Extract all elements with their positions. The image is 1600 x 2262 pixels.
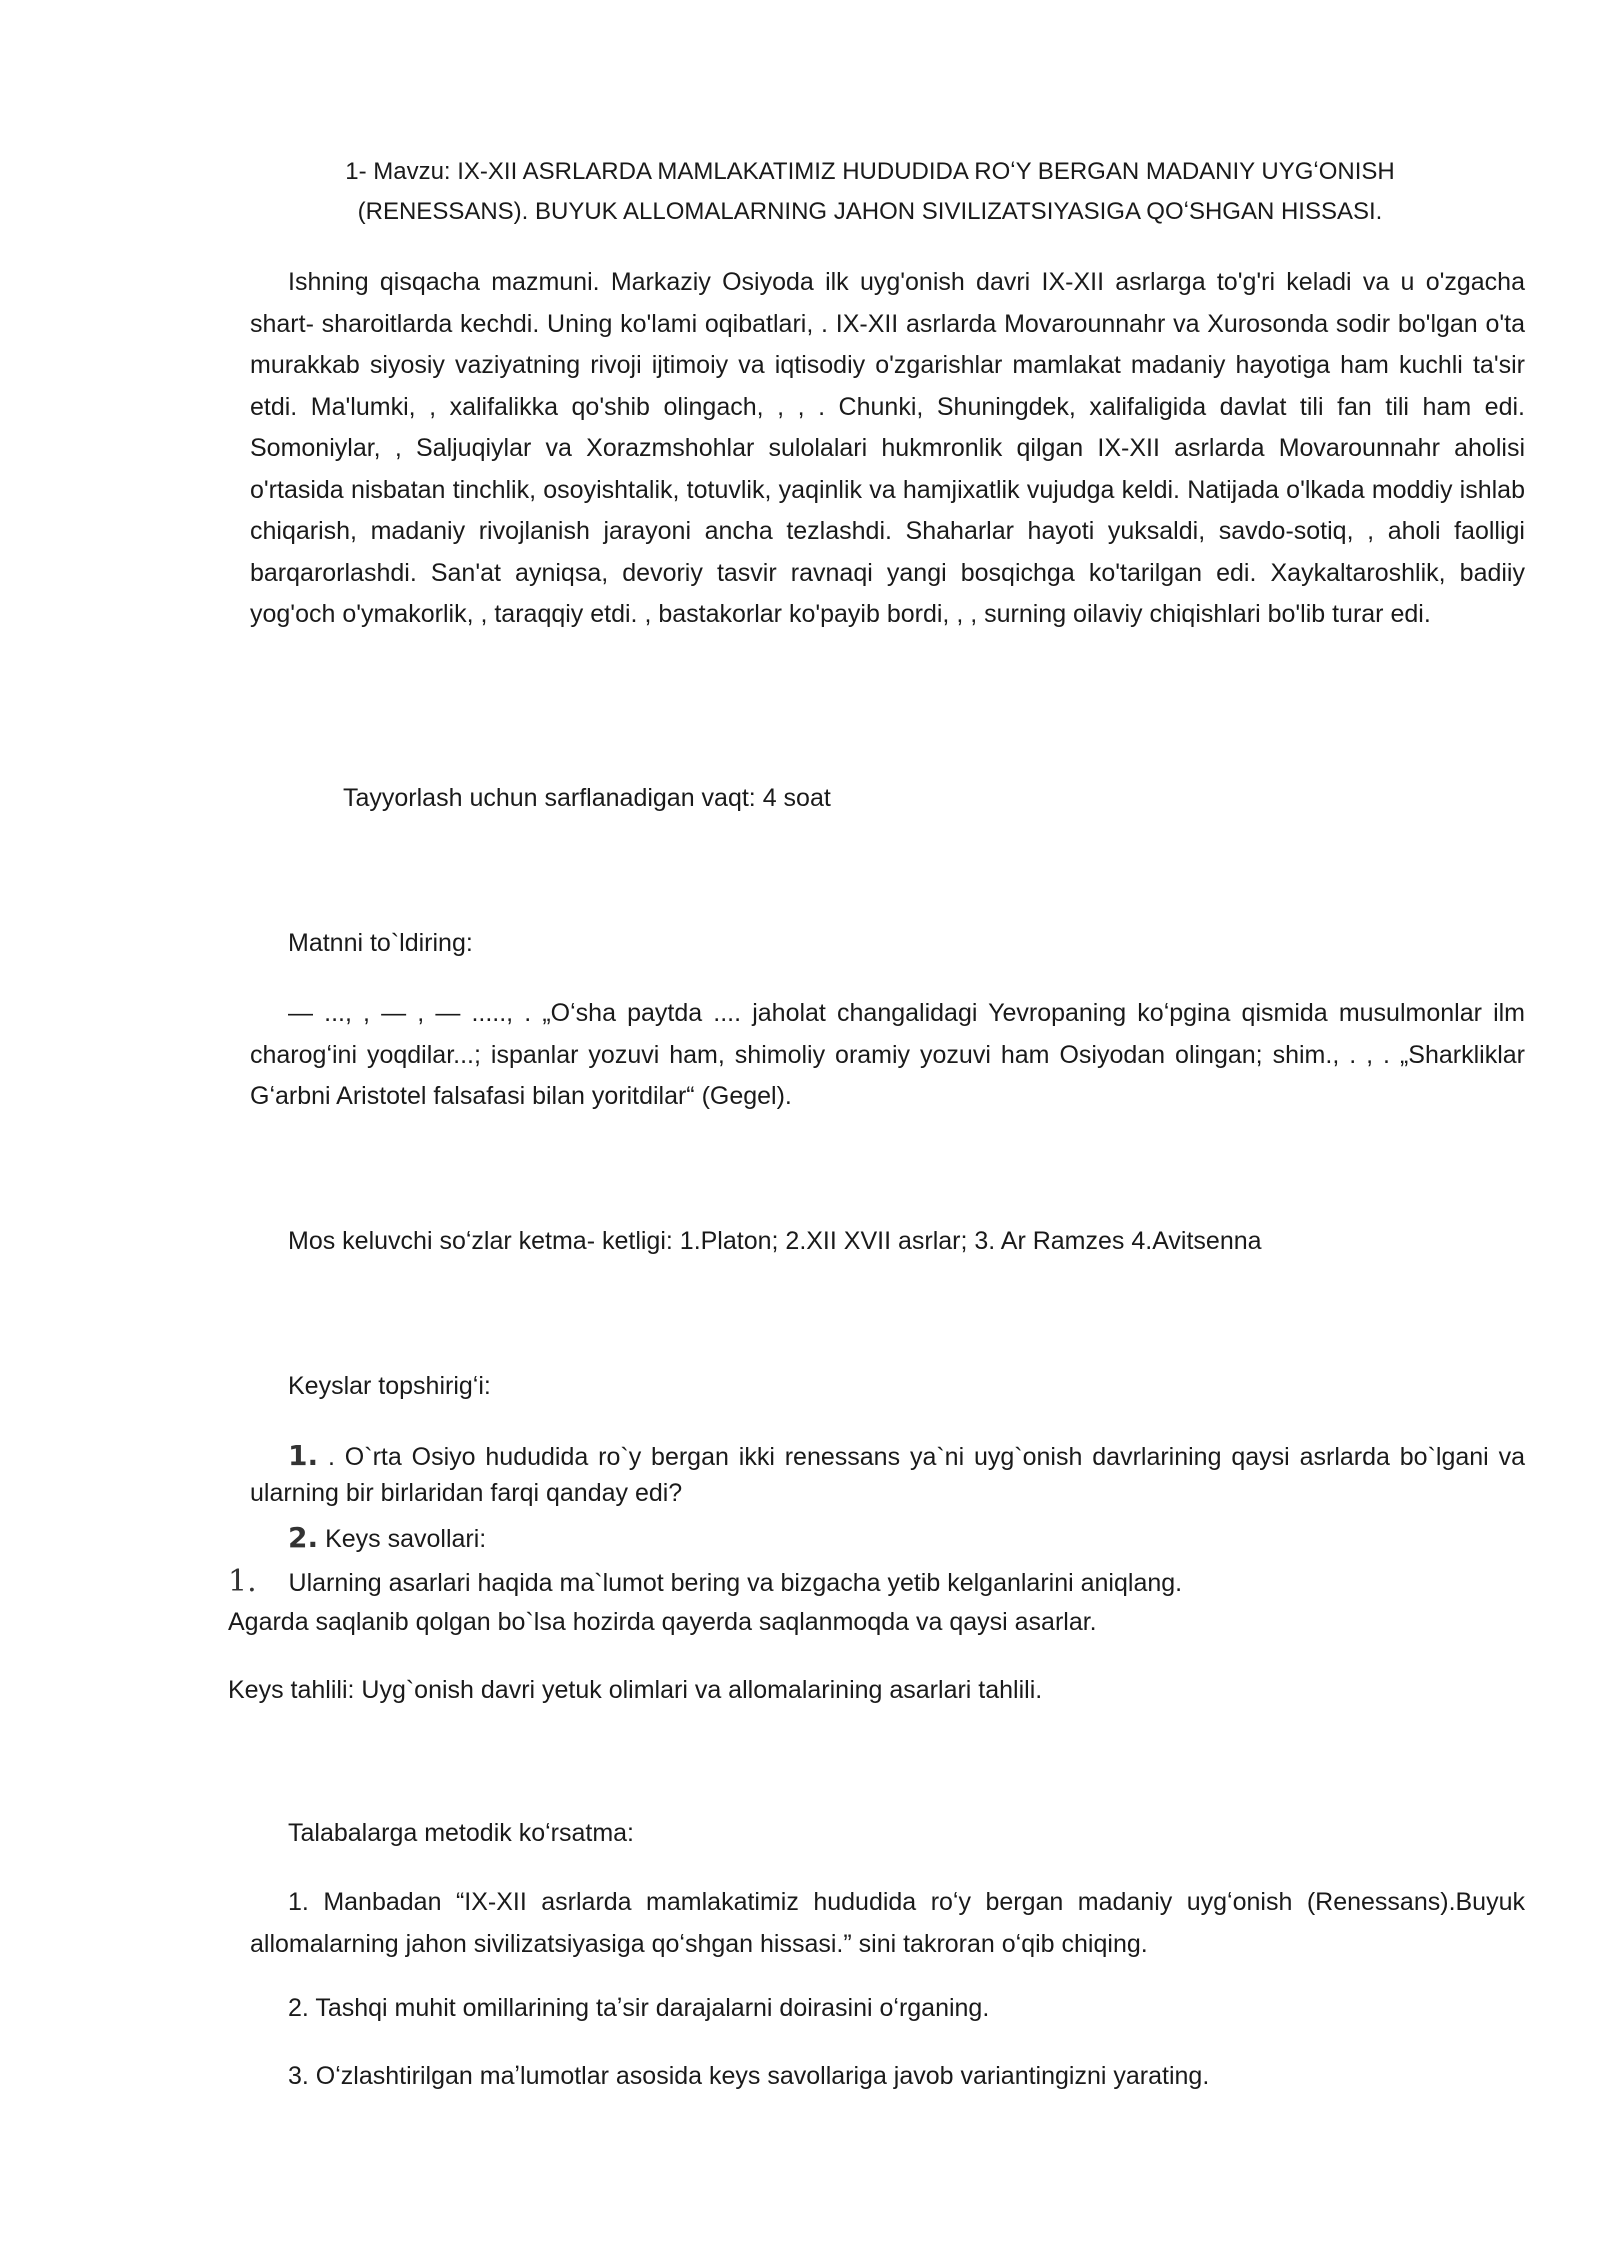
- guidance-heading: Talabalarga metodik koʻrsatma:: [288, 1819, 634, 1847]
- page-title: [250, 152, 1490, 232]
- cases-heading: Keyslar topshirigʻi:: [288, 1372, 491, 1400]
- matching-sequence: Mos keluvchi soʻzlar ketma- ketligi: 1.Platon; 2.XII XVII asrlar; 3. Ar Ramzes 4.Avitsenna: [288, 1227, 1262, 1255]
- case-item-1-text: . O`rta Osiyo hududida ro`y bergan ikki renessans ya`ni uyg`onish davrlarining qaysi asrlarda bo`lgani va ularning bir birlaridan farqi qanday edi?: [250, 1443, 1525, 1507]
- guidance-item-2: 2. Tashqi muhit omillarining taʼsir darajalarni doirasini oʻrganing.: [288, 1994, 990, 2022]
- case-item-2: [288, 1520, 486, 1557]
- prep-time: Tayyorlash uchun sarflanadigan vaqt: 4 soat: [343, 784, 831, 812]
- case-item-2-text: Keys savollari:: [325, 1525, 487, 1553]
- case-item-1-number: 1.: [288, 1439, 319, 1472]
- title-line-1: 1- Mavzu: IX-XII ASRLARDA MAMLAKATIMIZ HUDUDIDA ROʻY BERGAN MADANIY UYGʻONISH: [345, 158, 1395, 185]
- guidance-item-1: 1. Manbadan “IX-XII asrlarda mamlakatimiz hududida roʻy bergan madaniy uygʻonish (Renessans).Buyuk allomalarning jahon sivilizatsiyasiga qoʻshgan hissasi.” sini takroran oʻqib chiqing.: [250, 1888, 1525, 1958]
- case-question-1-text: Ularning asarlari haqida ma`lumot bering va bizgacha yetib kelganlarini aniqlang.: [288, 1569, 1183, 1597]
- case-question-1-number: 1.: [228, 1564, 257, 1599]
- case-analysis: Keys tahlili: Uyg`onish davri yetuk olimlari va allomalarining asarlari tahlili.: [228, 1676, 1043, 1704]
- fill-text-paragraph: — ..., , — , — ....., . „Oʻsha paytda .... jaholat changalidagi Yevropaning koʻpgina qismida musulmonlar ilm charogʻini yoqdilar...; ispanlar yozuvi ham, shimoliy oramiy yozuvi ham Osiyodan olingan; shim., . , . „Sharkliklar Gʻarbni Aristotel falsafasi bilan yoritdilar“ (Gegel).: [250, 999, 1525, 1110]
- case-question-1-continued: Agarda saqlanib qolgan bo`lsa hozirda qayerda saqlanmoqda va qaysi asarlar.: [228, 1608, 1097, 1636]
- summary-paragraph: Ishning qisqacha mazmuni. Markaziy Osiyoda ilk uyg'onish davri IX-XII asrlarga to'g'ri keladi va u o'zgacha shart- sharoitlarda kechdi. Uning ko'lami oqibatlari, . IX-XII asrlarda Movarounnahr va Xurosonda sodir bo'lgan o'ta murakkab siyosiy vaziyatning rivoji ijtimoiy va iqtisodiy o'zgarishlar mamlakat madaniy hayotiga ham kuchli ta'sir etdi. Ma'lumki, , xalifalikka qo'shib olingach, , , . Chunki, Shuningdek, xalifaligida davlat tili fan tili ham edi. Somoniylar, , Saljuqiylar va Xorazmshohlar sulolalari hukmronlik qilgan IX-XII asrlarda Movarounnahr aholisi o'rtasida nisbatan tinchlik, osoyishtalik, totuvlik, yaqinlik va hamjixatlik vujudga keldi. Natijada o'lkada moddiy ishlab chiqarish, madaniy rivojlanish jarayoni ancha tezlashdi. Shaharlar hayoti yuksaldi, savdo-sotiq, , aholi faolligi barqarorlashdi. San'at ayniqsa, devoriy tasvir ravnaqi yangi bosqichga ko'tarilgan edi. Xaykaltaroshlik, badiiy yog'och o'ymakorlik, , taraqqiy etdi. , bastakorlar ko'payib bordi, , , surning oilaviy chiqishlari bo'lib turar edi.: [250, 268, 1525, 628]
- guidance-item-3: 3. Oʻzlashtirilgan maʼlumotlar asosida keys savollariga javob variantingizni yarating.: [288, 2062, 1210, 2090]
- case-question-1: [228, 1564, 1182, 1601]
- case-item-2-number: 2.: [288, 1521, 319, 1554]
- fill-text-heading: Matnni to`ldiring:: [288, 929, 473, 957]
- case-item-1: [250, 1438, 1525, 1511]
- title-line-2: (RENESSANS). BUYUK ALLOMALARNING JAHON SIVILIZATSIYASIGA QOʻSHGAN HISSASI.: [357, 198, 1383, 225]
